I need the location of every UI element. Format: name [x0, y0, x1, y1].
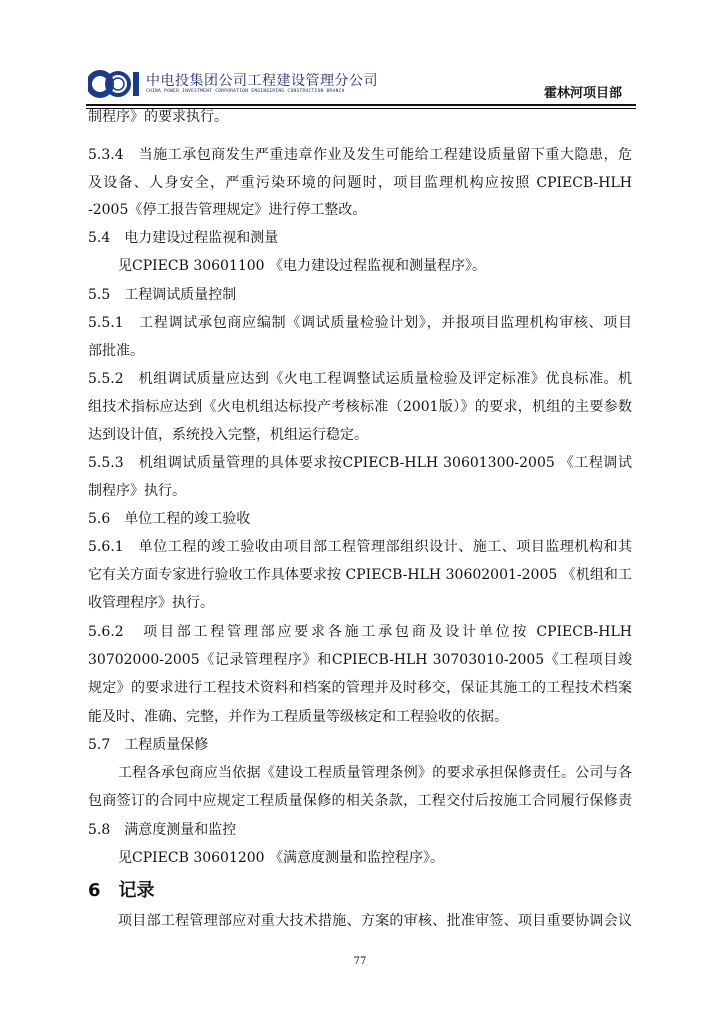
text-line: -2005《停工报告管理规定》进行停工整改。: [88, 202, 367, 218]
text-line: 5.5.3 机组调试质量管理的具体要求按CPIECB-HLH 30601300-2005 《工程调试: [88, 455, 632, 471]
section-heading: 5.8 满意度测量和监控: [88, 822, 237, 838]
company-logo: [88, 68, 142, 100]
text-line: 能及时、准确、完整，并作为工程质量等级核定和工程验收的依据。: [88, 709, 508, 725]
text-line: 5.6.1 单位工程的竣工验收由项目部工程管理部组织设计、施工、项目监理机构和其: [88, 539, 632, 555]
department-label: 霍林河项目部: [544, 86, 623, 101]
text-line: 它有关方面专家进行验收工作具体要求按 CPIECB-HLH 30602001-2005 《机组和工: [88, 567, 632, 583]
text-line: 项目部工程管理部应对重大技术措施、方案的审核、批准审签、项目重要协调会议: [118, 913, 632, 929]
section-heading: 5.5 工程调试质量控制: [88, 287, 237, 303]
text-line: 见CPIECB 30601100 《电力建设过程监视和测量程序》。: [118, 258, 487, 274]
text-line: 5.6.2 项目部工程管理部应要求各施工承包商及设计单位按 CPIECB-HLH: [88, 624, 632, 640]
text-line: 及设备、人身安全，严重污染环境的问题时，项目监理机构应按照 CPIECB-HLH: [88, 175, 632, 191]
section-heading: 5.4 电力建设过程监视和测量: [88, 230, 279, 246]
text-line: 30702000-2005《记录管理程序》和CPIECB-HLH 30703010-2005《工程项目竣: [88, 652, 632, 668]
text-line: 工程各承包商应当依据《建设工程质量管理条例》的要求承担保修责任。公司与各: [118, 765, 632, 781]
chapter-heading: 6 记录: [88, 880, 155, 901]
company-name-en: CHINA POWER INVESTMENT CORPORATION ENGINEERING CONSTRUCTION BRANCH: [146, 89, 345, 94]
section-heading: 5.6 单位工程的竣工验收: [88, 511, 251, 527]
text-line: 5.5.2 机组调试质量应达到《火电工程调整试运质量检验及评定标准》优良标准。机: [88, 371, 632, 387]
text-line: 制程序》执行。: [88, 483, 186, 499]
text-line: 包商签订的合同中应规定工程质量保修的相关条款，工程交付后按施工合同履行保修责: [88, 793, 632, 809]
header-rule: [86, 104, 636, 106]
company-name-cn: 中电投集团公司工程建设管理分公司: [146, 73, 378, 89]
text-line: 5.5.1 工程调试承包商应编制《调试质量检验计划》，并报项目监理机构审核、项目: [88, 315, 632, 331]
text-line: 达到设计值，系统投入完整，机组运行稳定。: [88, 427, 368, 443]
text-line: 收管理程序》执行。: [88, 595, 214, 611]
text-line: 制程序》的要求执行。: [88, 109, 228, 125]
text-line: 部批准。: [88, 343, 144, 359]
text-line: 组技术指标应达到《火电机组达标投产考核标准（2001版）》的要求，机组的主要参数: [88, 399, 632, 415]
text-line: 5.3.4 当施工承包商发生严重违章作业及发生可能给工程建设质量留下重大隐患，危: [88, 147, 632, 163]
text-line: 规定》的要求进行工程技术资料和档案的管理并及时移交，保证其施工的工程技术档案: [88, 680, 632, 696]
text-line: 见CPIECB 30601200 《满意度测量和监控程序》。: [118, 850, 445, 866]
section-heading: 5.7 工程质量保修: [88, 737, 209, 753]
page-number: 77: [353, 956, 367, 967]
